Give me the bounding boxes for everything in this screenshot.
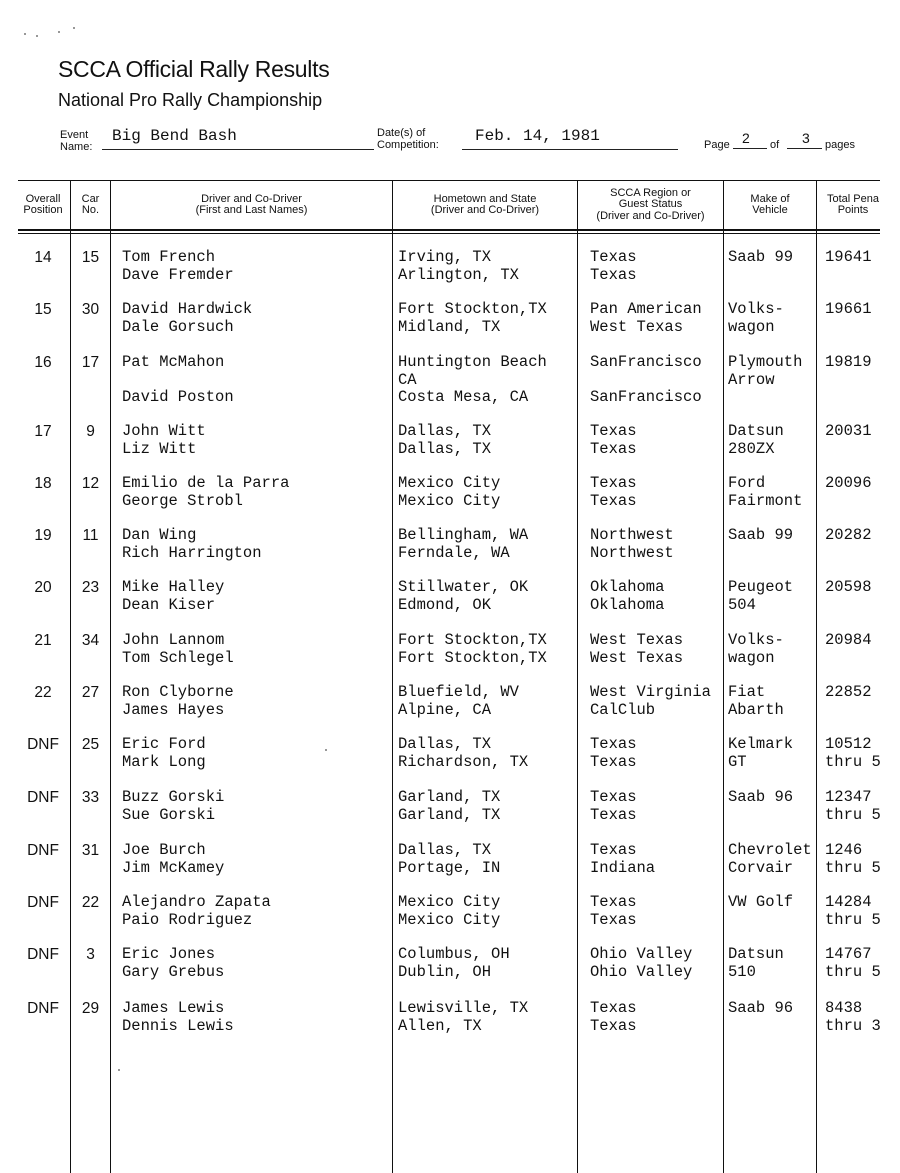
date-underline <box>462 149 678 150</box>
drivers-cell: John Lannom Tom Schlegel <box>122 632 234 667</box>
drivers-cell: Joe Burch Jim McKamey <box>122 842 225 877</box>
hometown-cell: Fort Stockton,TX Midland, TX <box>398 301 547 336</box>
scan-speck <box>24 33 26 35</box>
make-cell: Kelmark GT <box>728 736 794 771</box>
make-cell: Saab 99 <box>728 249 794 266</box>
col-header-drivers: Driver and Co-Driver (First and Last Names) <box>195 192 308 216</box>
hometown-cell: Lewisville, TX Allen, TX <box>398 1000 529 1035</box>
points-cell: 19819 <box>825 354 872 371</box>
position-cell: 15 <box>34 301 52 318</box>
region-cell: Northwest Northwest <box>590 527 674 562</box>
header-bottom-rule <box>18 229 880 231</box>
points-cell: 12347 thru 5 <box>825 789 881 824</box>
drivers-cell: Eric Jones Gary Grebus <box>122 946 225 981</box>
position-cell: DNF <box>27 842 59 859</box>
position-cell: DNF <box>27 1000 59 1017</box>
position-cell: DNF <box>27 894 59 911</box>
car-number-cell: 15 <box>81 249 100 266</box>
region-cell: West Texas West Texas <box>590 632 684 667</box>
car-number-cell: 27 <box>81 684 100 701</box>
car-number-cell: 33 <box>81 789 100 806</box>
car-number-cell: 25 <box>81 736 100 753</box>
hometown-cell: Irving, TX Arlington, TX <box>398 249 519 284</box>
region-cell: Texas Texas <box>590 1000 637 1035</box>
car-number-cell: 22 <box>81 894 100 911</box>
car-number-cell: 3 <box>86 946 95 963</box>
scan-speck <box>73 27 75 29</box>
region-cell: Texas Texas <box>590 249 637 284</box>
points-cell: 19661 <box>825 301 872 318</box>
car-number-cell: 29 <box>81 1000 100 1017</box>
of-label: of <box>770 139 780 151</box>
points-cell: 19641 <box>825 249 872 266</box>
position-cell: 19 <box>34 527 52 544</box>
hometown-cell: Stillwater, OK Edmond, OK <box>398 579 529 614</box>
hometown-cell: Mexico City Mexico City <box>398 894 501 929</box>
car-number-cell: 9 <box>86 423 95 440</box>
make-cell: Datsun 280ZX <box>728 423 784 458</box>
make-cell: Saab 96 <box>728 1000 794 1017</box>
scan-speck <box>58 31 60 33</box>
make-cell: Fiat Abarth <box>728 684 784 719</box>
points-cell: 20031 <box>825 423 872 440</box>
region-cell: Texas Texas <box>590 789 637 824</box>
document-subtitle: National Pro Rally Championship <box>58 90 323 110</box>
points-cell: 14767 thru 5 <box>825 946 881 981</box>
make-cell: Volks- wagon <box>728 301 784 336</box>
points-cell: 22852 <box>825 684 872 701</box>
position-cell: 16 <box>34 354 52 371</box>
make-cell: Saab 99 <box>728 527 794 544</box>
event-name-label: Event Name: <box>60 129 93 153</box>
pages-label: pages <box>825 139 855 151</box>
total-pages: 3 <box>802 130 810 146</box>
drivers-cell: Ron Clyborne James Hayes <box>122 684 234 719</box>
event-name-underline <box>102 149 374 150</box>
position-cell: 17 <box>34 423 52 440</box>
hometown-cell: Garland, TX Garland, TX <box>398 789 501 824</box>
region-cell: Texas Texas <box>590 736 637 771</box>
drivers-cell: Eric Ford Mark Long <box>122 736 206 771</box>
drivers-cell: Emilio de la Parra George Strobl <box>122 475 290 510</box>
table-top-rule <box>18 180 880 181</box>
points-cell: 20282 <box>825 527 872 544</box>
make-cell: Chevrolet Corvair <box>728 842 812 877</box>
hometown-cell: Huntington Beach CA Costa Mesa, CA <box>398 354 547 406</box>
make-cell: VW Golf <box>728 894 794 911</box>
header-bottom-rule-2 <box>18 233 880 234</box>
region-cell: Texas Indiana <box>590 842 656 877</box>
column-divider <box>70 180 71 1173</box>
scan-speck <box>325 749 327 751</box>
page-number: 2 <box>742 130 750 146</box>
car-number-cell: 31 <box>81 842 100 859</box>
points-cell: 1246 thru 5 <box>825 842 881 877</box>
page-label: Page <box>704 139 730 151</box>
region-cell: Oklahoma Oklahoma <box>590 579 665 614</box>
position-cell: 14 <box>34 249 52 266</box>
col-header-region: SCCA Region or Guest Status (Driver and Co-Driver) <box>596 186 705 222</box>
position-cell: 20 <box>34 579 52 596</box>
region-cell: West Virginia CalClub <box>590 684 711 719</box>
region-cell: SanFrancisco SanFrancisco <box>590 354 702 406</box>
position-cell: 22 <box>34 684 52 701</box>
col-header-hometown: Hometown and State (Driver and Co-Driver) <box>430 192 540 216</box>
column-divider <box>110 180 111 1173</box>
position-cell: DNF <box>27 736 59 753</box>
scan-speck <box>36 35 38 37</box>
hometown-cell: Bellingham, WA Ferndale, WA <box>398 527 529 562</box>
drivers-cell: Dan Wing Rich Harrington <box>122 527 262 562</box>
car-number-cell: 23 <box>81 579 100 596</box>
drivers-cell: Mike Halley Dean Kiser <box>122 579 225 614</box>
col-header-make: Make of Vehicle <box>750 192 790 216</box>
hometown-cell: Dallas, TX Portage, IN <box>398 842 501 877</box>
car-number-cell: 30 <box>81 301 100 318</box>
hometown-cell: Dallas, TX Richardson, TX <box>398 736 529 771</box>
points-cell: 14284 thru 5 <box>825 894 881 929</box>
region-cell: Texas Texas <box>590 475 637 510</box>
hometown-cell: Dallas, TX Dallas, TX <box>398 423 492 458</box>
make-cell: Volks- wagon <box>728 632 784 667</box>
make-cell: Plymouth Arrow <box>728 354 803 389</box>
drivers-cell: Buzz Gorski Sue Gorski <box>122 789 225 824</box>
hometown-cell: Bluefield, WV Alpine, CA <box>398 684 519 719</box>
column-divider <box>577 180 578 1173</box>
date-value: Feb. 14, 1981 <box>475 127 600 145</box>
drivers-cell: David Hardwick Dale Gorsuch <box>122 301 253 336</box>
date-label: Date(s) of Competition: <box>377 127 439 151</box>
drivers-cell: John Witt Liz Witt <box>122 423 206 458</box>
col-header-car: Car No. <box>81 192 100 216</box>
points-cell: 20096 <box>825 475 872 492</box>
region-cell: Pan American West Texas <box>590 301 702 336</box>
car-number-cell: 11 <box>82 527 99 544</box>
column-divider <box>392 180 393 1173</box>
position-cell: 18 <box>34 475 52 492</box>
position-cell: DNF <box>27 946 59 963</box>
region-cell: Ohio Valley Ohio Valley <box>590 946 693 981</box>
points-cell: 8438 thru 3 <box>825 1000 881 1035</box>
col-header-points: Total Pena Points <box>827 192 879 216</box>
position-cell: 21 <box>34 632 52 649</box>
points-cell: 10512 thru 5 <box>825 736 881 771</box>
drivers-cell: Alejandro Zapata Paio Rodriguez <box>122 894 271 929</box>
make-cell: Datsun 510 <box>728 946 784 981</box>
car-number-cell: 17 <box>81 354 100 371</box>
points-cell: 20598 <box>825 579 872 596</box>
region-cell: Texas Texas <box>590 894 637 929</box>
scan-speck <box>118 1069 120 1071</box>
col-header-position: Overall Position <box>23 192 63 216</box>
drivers-cell: James Lewis Dennis Lewis <box>122 1000 234 1035</box>
points-cell: 20984 <box>825 632 872 649</box>
hometown-cell: Columbus, OH Dublin, OH <box>398 946 510 981</box>
event-name-value: Big Bend Bash <box>112 127 237 145</box>
position-cell: DNF <box>27 789 59 806</box>
hometown-cell: Fort Stockton,TX Fort Stockton,TX <box>398 632 547 667</box>
car-number-cell: 12 <box>81 475 100 492</box>
car-number-cell: 34 <box>81 632 100 649</box>
make-cell: Ford Fairmont <box>728 475 803 510</box>
page-underline <box>733 148 767 149</box>
drivers-cell: Tom French Dave Fremder <box>122 249 234 284</box>
make-cell: Saab 96 <box>728 789 794 806</box>
make-cell: Peugeot 504 <box>728 579 794 614</box>
drivers-cell: Pat McMahon David Poston <box>122 354 234 406</box>
total-pages-underline <box>787 148 822 149</box>
document-title: SCCA Official Rally Results <box>58 56 330 82</box>
region-cell: Texas Texas <box>590 423 637 458</box>
hometown-cell: Mexico City Mexico City <box>398 475 501 510</box>
